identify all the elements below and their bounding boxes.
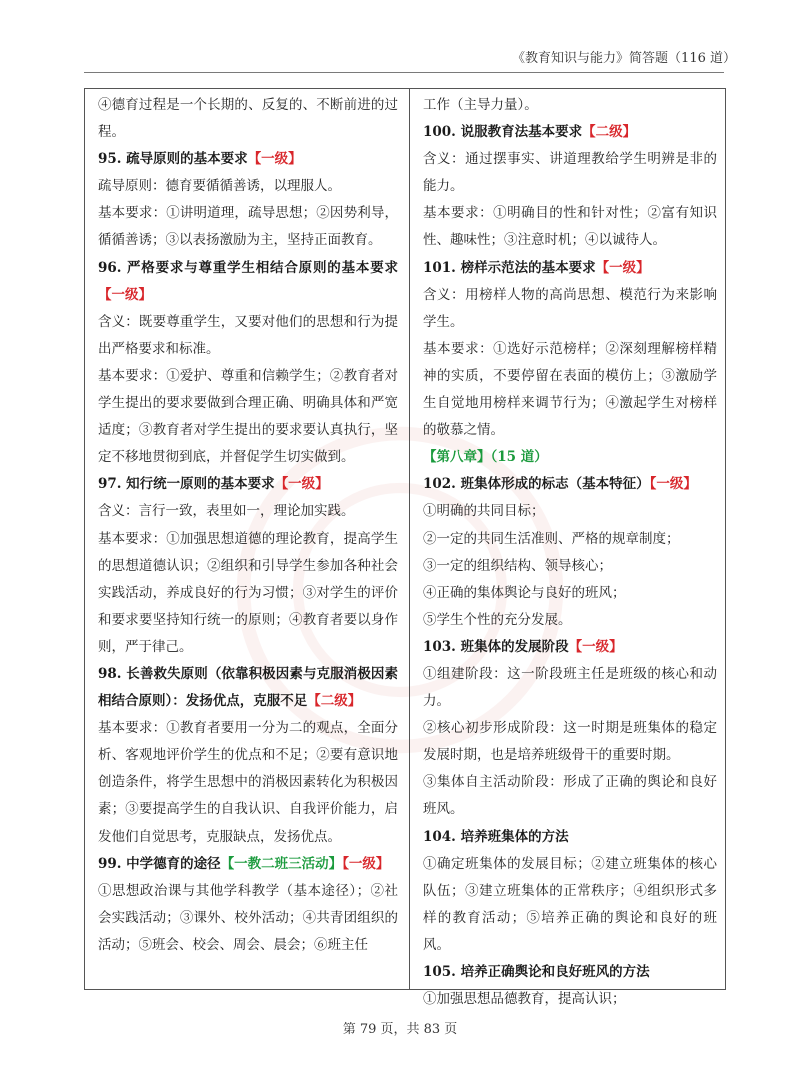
- paragraph: 含义：通过摆事实、讲道理教给学生明辨是非的能力。: [423, 151, 717, 195]
- level-tag: 【一级】: [568, 638, 623, 655]
- level-tag: 【一级】: [274, 476, 329, 493]
- level-tag: 【一级】: [98, 286, 152, 303]
- question-title: 101. 榜样示范法的基本要求: [423, 259, 596, 276]
- level-tag: 【一级】: [649, 476, 697, 493]
- chapter-heading: [423, 444, 717, 471]
- paragraph: 基本要求：①讲明道理，疏导思想；②因势利导，循循善诱；③以表扬激励为主，坚持正面教育。: [98, 205, 398, 249]
- mnemonic-tag: 【一教二班三活动】: [220, 855, 343, 872]
- paragraph: 基本要求：①爱护、尊重和信赖学生；②教育者对学生提出的要求要做到合理正确、明确具体和严宽适度；③教育者对学生提出的要求要认真执行，坚定不移地贯彻到底，并督促学生切实做到。: [98, 367, 398, 466]
- document-header-title: 《教育知识与能力》简答题（116 道）: [512, 51, 736, 66]
- paragraph: ②核心初步形成阶段：这一时期是班集体的稳定发展时期，也是培养班级骨干的重要时期。: [423, 720, 717, 764]
- question-heading: [98, 471, 398, 498]
- question-heading: [423, 471, 717, 498]
- question-title: 102. 班集体形成的标志（基本特征）: [423, 476, 650, 493]
- question-title: 99. 中学德育的途径: [98, 855, 221, 872]
- question-title: 100. 说服教育法基本要求: [423, 124, 583, 141]
- question-title: 95. 疏导原则的基本要求: [98, 151, 248, 168]
- paragraph: 工作（主导力量）。: [423, 97, 538, 113]
- paragraph: 基本要求：①选好示范榜样；②深刻理解榜样精神的实质，不要停留在表面的模仿上；③激励学生自觉地用榜样来调节行为；④激起学生对榜样的敬慕之情。: [423, 340, 717, 439]
- right-column: [423, 92, 717, 1013]
- question-heading: [423, 255, 717, 282]
- question-heading: [423, 824, 717, 851]
- question-heading: [423, 119, 717, 146]
- chapter-label: 【第八章】（15 道）: [423, 449, 548, 466]
- paragraph: ④正确的集体舆论与良好的班风；: [423, 584, 626, 601]
- level-tag: 【一级】: [595, 259, 650, 276]
- paragraph: ①组建阶段：这一阶段班主任是班级的核心和动力。: [423, 665, 717, 710]
- paragraph: ③一定的组织结构、领导核心；: [423, 557, 612, 574]
- column-divider: [409, 88, 410, 990]
- left-column: [98, 92, 398, 959]
- question-heading: [423, 634, 717, 661]
- paragraph: 含义：既要尊重学生，又要对他们的思想和行为提出严格要求和标准。: [98, 313, 398, 357]
- level-tag: 【二级】: [307, 693, 362, 710]
- page-number: 第 79 页，共 83 页: [342, 1022, 458, 1037]
- question-heading: [98, 851, 398, 878]
- paragraph: 基本要求：①明确目的性和针对性；②富有知识性、趣味性；③注意时机；④以诚待人。: [423, 205, 717, 249]
- paragraph: ①思想政治课与其他学科教学（基本途径）；②社会实践活动；③课外、校外活动；④共青团组织的活动；⑤班会、校会、周会、晨会；⑥班主任: [98, 882, 398, 953]
- paragraph: 疏导原则：德育要循循善诱，以理服人。: [98, 178, 341, 195]
- level-tag: 【一级】: [342, 855, 390, 872]
- question-heading: [98, 146, 398, 173]
- paragraph: ②一定的共同生活准则、严格的规章制度；: [423, 530, 680, 547]
- question-heading: [98, 255, 398, 309]
- paragraph: 基本要求：①加强思想道德的理论教育，提高学生的思想道德认识；②组织和引导学生参加各种社会实践活动，养成良好的行为习惯；③对学生的评价和要求要坚持知行统一的原则；④教育者要以身作则，严于律己。: [98, 530, 398, 655]
- paragraph: ①确定班集体的发展目标；②建立班集体的核心队伍；③建立班集体的正常秩序；④组织形式多样的教育活动；⑤培养正确的舆论和良好的班风。: [423, 855, 717, 953]
- paragraph: 含义：言行一致，表里如一，理论加实践。: [98, 503, 355, 520]
- question-heading: [98, 661, 398, 715]
- header-rule: [84, 72, 724, 73]
- question-title: 103. 班集体的发展阶段: [423, 638, 569, 655]
- question-title: 96. 严格要求与尊重学生相结合原则的基本要求: [98, 259, 398, 276]
- paragraph: 基本要求：①教育者要用一分为二的观点，全面分析、客观地评价学生的优点和不足；②要有意识地创造条件，将学生思想中的消极因素转化为积极因素；③要提高学生的自我认识、自我评价能力，启发他们自觉思考，克服缺点，发扬优点。: [98, 720, 398, 845]
- question-title: 105. 培养正确舆论和良好班风的方法: [423, 964, 650, 980]
- paragraph: ①加强思想品德教育，提高认识；: [423, 991, 626, 1008]
- question-title: 97. 知行统一原则的基本要求: [98, 476, 275, 493]
- paragraph: ⑤学生个性的充分发展。: [423, 611, 572, 628]
- question-title: 104. 培养班集体的方法: [423, 828, 569, 845]
- level-tag: 【一级】: [247, 151, 302, 168]
- question-title: 98. 长善救失原则（依靠积极因素与克服消极因素相结合原则）：发扬优点，克服不足: [98, 665, 398, 710]
- question-heading: [423, 959, 717, 986]
- paragraph: ④德育过程是一个长期的、反复的、不断前进的过程。: [98, 97, 398, 141]
- paragraph: ①明确的共同目标；: [423, 503, 545, 520]
- level-tag: 【二级】: [582, 124, 637, 141]
- paragraph: 含义：用榜样人物的高尚思想、模范行为来影响学生。: [423, 286, 717, 330]
- paragraph: ③集体自主活动阶段：形成了正确的舆论和良好班风。: [423, 774, 717, 818]
